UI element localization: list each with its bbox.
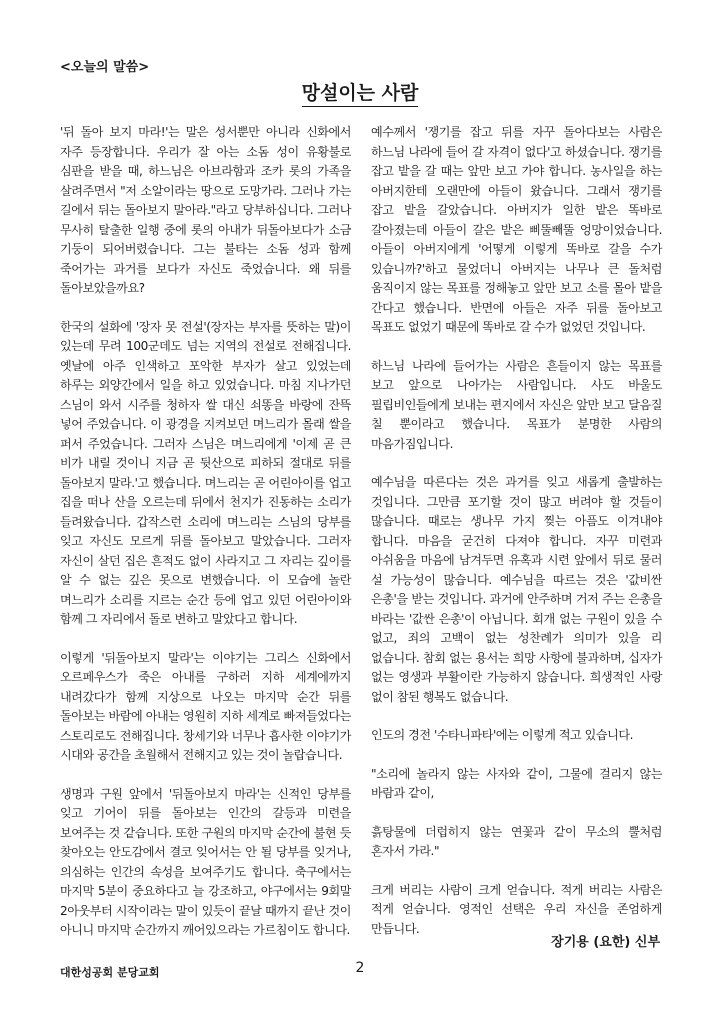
right-column <box>371 123 662 958</box>
section-tag: <오늘의 말씀> <box>60 60 150 75</box>
paragraph: 한국의 설화에 '장자 못 전설'(장자는 부자를 뜻하는 말)이 있는데 무려 100군데도 넘는 지역의 전설로 전해집니다. 옛날에 아주 인색하고 포악한 부자가 살고 있었는데 하루는 외양간에서 일을 하고 있었습니다. 마침 지나가던 스님이 와서 시주를 청하자 쌀 대신 쇠똥을 바랑에 잔뜩 넣어 주었습니다. 이 광경을 지켜보던 며느리가 몰래 쌀을 퍼서 주었습니다. 그러자 스님은 며느리에게 '이제 곧 큰 비가 내릴 것이니 지금 곧 뒷산으로 피하되 절대로 뒤를 돌아보지 말라.'고 했습니다. 며느리는 곧 어린아이를 업고 집을 떠나 산을 오르는데 뒤에서 천지가 진동하는 소리가 들려왔습니다. 갑작스런 소리에 며느리는 스님의 당부를 잊고 자신도 모르게 뒤를 돌아보고 말았습니다. 그러자 자신이 살던 집은 흔적도 없이 사라지고 그 자리는 깊이를 알 수 없는 깊은 못으로 변했습니다. 이 모습에 놀란 며느리가 소리를 지르는 순간 등에 업고 있던 어린아이와 함께 그 자리에서 돌로 변하고 말았다고 합니다. <box>60 319 351 626</box>
paragraph: 인도의 경전 '수타니파타'에는 이렇게 적고 있습니다. <box>371 728 633 742</box>
paragraph: 이렇게 '뒤돌아보지 말라'는 이야기는 그리스 신화에서 오르페우스가 죽은 아내를 구하러 지하 세계에까지 내려갔다가 함께 지상으로 나오는 마지막 순간 뒤를 돌아보는 바람에 아내는 영원히 지하 세계로 빠져들었다는 스토리로도 전해집니다. 창세기와 너무나 흡사한 이야기가 시대와 공간을 초월해서 전해지고 있는 것이 놀랍습니다. <box>60 650 351 762</box>
paragraph: 하느님 나라에 들어가는 사람은 흔들이지 않는 목표를 보고 앞으로 나아가는 사람입니다. 사도 바울도 필립비인들에게 보내는 편지에서 자신은 앞만 보고 달음질 칠 뿐이라고 했습니다. 목표가 분명한 사람의 마음가짐입니다. <box>371 358 662 451</box>
left-column <box>60 123 351 960</box>
paragraph: 예수님을 따른다는 것은 과거를 잊고 새롭게 출발하는 것입니다. 그만큼 포기할 것이 많고 버려야 할 것들이 많습니다. 때로는 생나무 가지 찢는 아픔도 이겨내야 합니다. 마음을 굳건히 다져야 합니다. 자꾸 미련과 아쉬움을 마음에 남겨두면 유혹과 시련 앞에서 뒤로 물러 설 가능성이 많습니다. 예수님을 따르는 것은 '값비싼 은총'을 받는 것입니다. 과거에 안주하며 거저 주는 은총을 바라는 '값싼 은총'이 아닙니다. 회개 없는 구원이 있을 수 없고, 죄의 고백이 없는 성찬례가 의미가 있을 리 없습니다. 참회 없는 용서는 희망 사항에 불과하며, 십자가 없는 영생과 부활이란 가능하지 않습니다. 희생적인 사랑 없이 참된 행복도 없습니다. <box>371 475 662 704</box>
footer-church-name: 대한성공회 분당교회 <box>60 966 160 979</box>
paragraph: '뒤 돌아 보지 마라!'는 말은 성서뿐만 아니라 신화에서 자주 등장합니다. 우리가 잘 아는 소돔 성이 유황불로 심판을 받을 때, 하느님은 아브라함과 조카 롯의 가족을 살려주면서 "저 소알이라는 땅으로 도망가라. 그러나 가는 길에서 뒤는 돌아보지 말아라."라고 당부하십니다. 그러나 무사히 탈출한 일행 중에 롯의 아내가 뒤돌아보다가 소금 기둥이 되어버렸습니다. 그는 불타는 소돔 성과 함께 죽어가는 과거를 보다가 자신도 죽었습니다. 왜 뒤를 돌아보았을까요? <box>60 125 351 295</box>
paragraph: 예수께서 '쟁기를 잡고 뒤를 자꾸 돌아다보는 사람은 하느님 나라에 들어 갈 자격이 없다'고 하셨습니다. 쟁기를 잡고 밭을 갈 때는 앞만 보고 가야 합니다. 농사일을 하는 아버지한테 오랜만에 아들이 왔습니다. 그래서 쟁기를 잡고 밭을 갈았습니다. 아버지가 일한 밭은 똑바로 갈아졌는데 아들이 갈은 밭은 삐뚤빼뚤 엉망이었습니다. 아들이 아버지에게 '어떻게 이렇게 똑바로 갈을 수가 있습니까?'하고 물었더니 아버지는 나무나 큰 돌처럼 움직이지 않는 목표를 정해놓고 앞만 보고 소를 몰아 밭을 간다고 했습니다. 반면에 아들은 자주 뒤를 돌아보고 목표도 없었기 때문에 똑바로 갈 수가 없었던 것입니다. <box>371 125 662 334</box>
page-title <box>0 78 720 105</box>
author-signature: 장기용 (요한) 신부 <box>551 935 660 950</box>
page-title-text: 망설이는 사람 <box>302 82 419 107</box>
page-number: 2 <box>355 960 365 976</box>
quote-paragraph: 흙탕물에 더럽히지 않는 연꽃과 같이 무소의 뿔처럼 혼자서 가라." <box>371 824 662 858</box>
paragraph: 생명과 구원 앞에서 '뒤돌아보지 마라'는 신적인 당부를 잊고 기어이 뒤를 돌아보는 인간의 갈등과 미련을 보여주는 것 같습니다. 또한 구원의 마지막 순간에 불현 듯 찾아오는 안도감에서 결코 잊어서는 안 될 당부를 잊거나, 의심하는 인간의 속성을 보여주기도 합니다. 축구에서는 마지막 5분이 중요하다고 늘 강조하고, 야구에서는 9회말 2아웃부터 시작이라는 말이 있듯이 끝날 때까지 끝난 것이 아니니 마지막 순간까지 깨어있으라는 가르침이도 합니다. <box>60 786 351 937</box>
paragraph: 크게 버리는 사람이 크게 얻습니다. 적게 버리는 사람은 적게 얻습니다. 영적인 선택은 우리 자신을 존엄하게 만듭니다. <box>371 882 662 936</box>
quote-paragraph: "소리에 놀라지 않는 사자와 같이, 그물에 걸리지 않는 바람과 같이, <box>371 766 662 800</box>
